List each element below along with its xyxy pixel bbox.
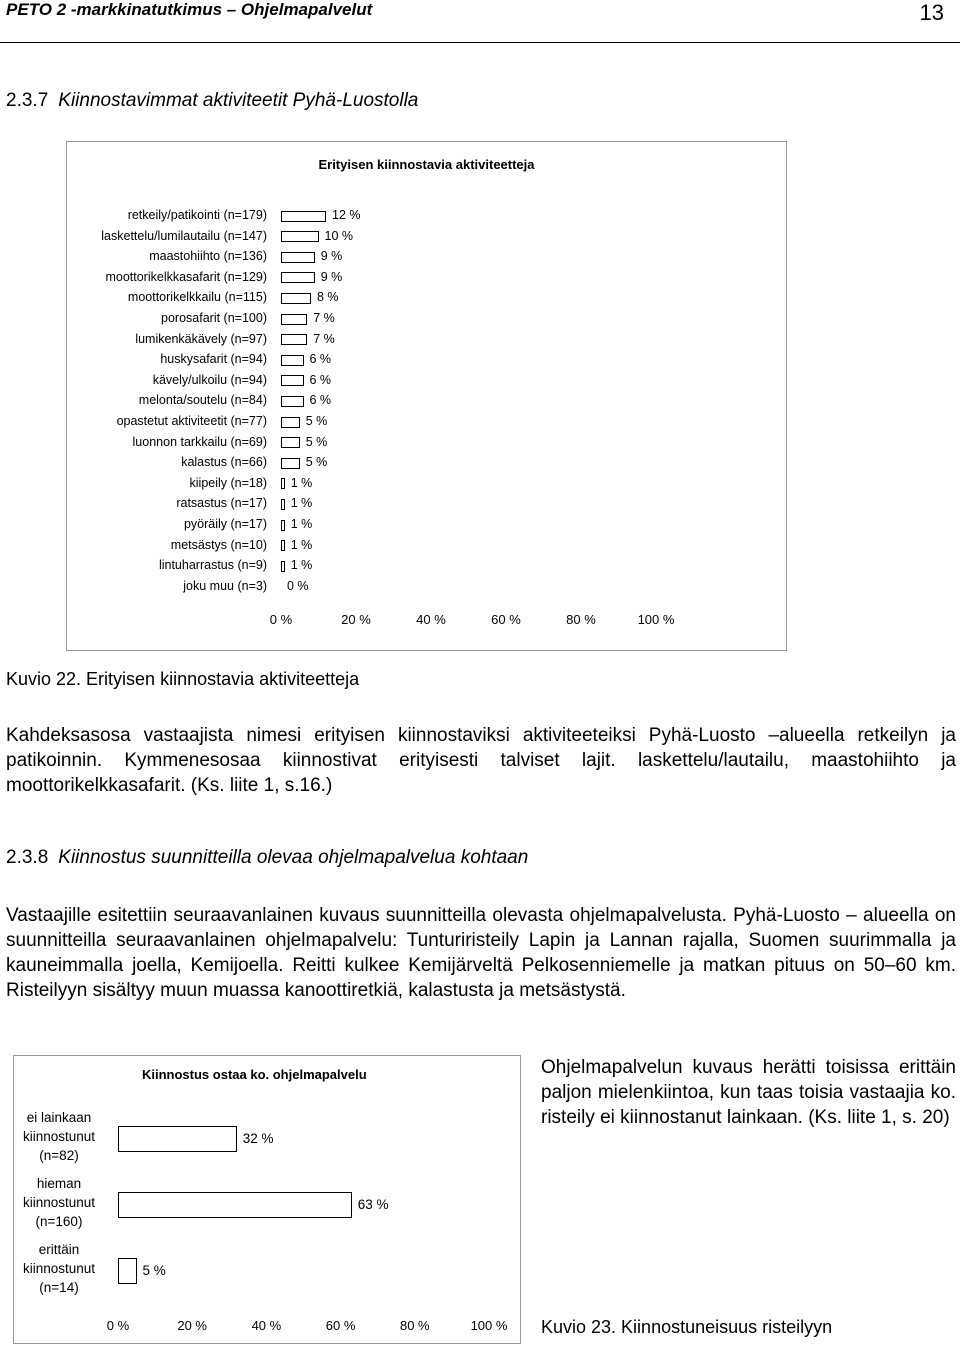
category-label: joku muu (n=3): [183, 578, 267, 593]
category-label: porosafarit (n=100): [161, 311, 267, 325]
bar: [281, 478, 285, 489]
chart-title: Kiinnostus ostaa ko. ohjelmapalvelu: [142, 1067, 367, 1082]
category-label: ei lainkaan: [26, 1110, 92, 1125]
bar: [281, 314, 307, 325]
section-number: 2.3.8: [6, 847, 49, 868]
category-label: kiinnostunut: [22, 1129, 96, 1144]
bar: [118, 1258, 137, 1284]
section-title: Kiinnostus suunnitteilla olevaa ohjelmapalvelua kohtaan: [58, 847, 529, 868]
bar: [281, 334, 307, 345]
category-label: maastohiihto (n=136): [149, 249, 267, 264]
chart-title: Erityisen kiinnostavia aktiviteetteja: [318, 157, 535, 172]
x-tick-label: 100 %: [637, 612, 675, 627]
category-label: metsästys (n=10): [170, 537, 267, 552]
value-label: 9 %: [320, 249, 343, 264]
category-label: lumikenkäkävely (n=97): [135, 331, 267, 346]
category-label: laskettelu/lumilautailu (n=147): [101, 228, 267, 243]
category-label: moottorikelkkailu (n=115): [127, 290, 267, 305]
value-label: 1 %: [290, 475, 313, 490]
section-heading-2-3-8: [6, 847, 528, 869]
value-label: 9 %: [320, 269, 343, 284]
section-heading-2-3-7: [6, 90, 418, 112]
value-label: 5 %: [142, 1263, 166, 1278]
bar: [281, 355, 304, 366]
category-label: erittäin: [38, 1242, 80, 1257]
header-divider: [0, 42, 960, 43]
figure-22-caption: Kuvio 22. Erityisen kiinnostavia aktiviteetteja: [6, 669, 360, 689]
value-label: 7 %: [313, 311, 335, 325]
bar: [281, 272, 315, 283]
value-label: 7 %: [313, 331, 335, 346]
value-label: 10 %: [324, 228, 353, 243]
x-tick-label: 40 %: [416, 612, 446, 627]
value-label: 6 %: [309, 372, 332, 387]
x-tick-label: 0 %: [269, 612, 293, 627]
value-label: 32 %: [242, 1131, 274, 1146]
category-label: (n=14): [39, 1280, 79, 1295]
value-label: 1 %: [290, 558, 313, 573]
value-label: 1 %: [290, 496, 313, 511]
x-tick-label: 80 %: [566, 612, 596, 627]
category-label: kiipeily (n=18): [189, 475, 267, 490]
category-label: melonta/soutelu (n=84): [138, 393, 267, 408]
side-text-cruise: Ohjelmapalvelun kuvaus herätti toisissa erittäin paljon mielenkiintoa, kun taas toisia vastaajia ko. risteily ei kiinnostanut lainkaan. (Ks. liite 1, s. 20): [541, 1057, 956, 1128]
category-label: (n=82): [39, 1148, 79, 1163]
paragraph-cruise-description: Vastaajille esitettiin seuraavanlainen kuvaus suunnitteilla olevasta ohjelmapalvelusta. Pyhä-Luosto – alueella on suunnitteilla seuraavanlainen ohjelmapalvelu: Tunturiristeily Lapin ja Lannan rajalla, Suomen suurimmalla ja kauneimmalla joella, Kemijoella. Reitti kulkee Kemijärveltä Pelkosenniemelle ja matkan pituus on 50–60 km. Risteilyyn sisältyy muun muassa kanoottiretkiä, kalastusta ja metsästystä.: [6, 905, 956, 1001]
bar: [118, 1126, 237, 1152]
bar: [281, 231, 319, 242]
bar: [281, 375, 304, 386]
chart-cruise-interest: [13, 1055, 521, 1344]
value-label: 6 %: [309, 393, 332, 408]
bar: [281, 211, 326, 222]
bar: [281, 540, 285, 551]
document-header-title: PETO 2 -markkinatutkimus – Ohjelmapalvelut: [6, 0, 373, 19]
category-label: lintuharrastus (n=9): [158, 558, 267, 573]
x-tick-label: 60 %: [491, 612, 521, 627]
category-label: opastetut aktiviteetit (n=77): [116, 414, 267, 428]
section-number: 2.3.7: [6, 90, 49, 111]
category-label: moottorikelkkasafarit (n=129): [105, 269, 267, 284]
x-tick-label: 80 %: [399, 1318, 430, 1333]
value-label: 1 %: [290, 517, 313, 531]
category-label: kiinnostunut: [22, 1261, 96, 1276]
category-label: kiinnostunut: [22, 1195, 96, 1210]
bar: [118, 1192, 352, 1218]
section-title: Kiinnostavimmat aktiviteetit Pyhä-Luostolla: [58, 90, 419, 111]
category-label: ratsastus (n=17): [176, 496, 267, 511]
x-tick-label: 20 %: [177, 1318, 207, 1333]
bar: [281, 458, 300, 469]
value-label: 63 %: [357, 1197, 389, 1212]
bar: [281, 293, 311, 304]
page-number: 13: [919, 0, 944, 25]
category-label: luonnon tarkkailu (n=69): [132, 434, 267, 449]
value-label: 12 %: [332, 208, 361, 222]
paragraph-activities: Kahdeksasosa vastaajista nimesi erityisen kiinnostaviksi aktiviteeteiksi Pyhä-Luosto –alueella retkeilyn ja patikoinnin. Kymmenesosaa kiinnostivat erityisesti talviset lajit. laskettelu/lautailu, maastohiihto ja moottorikelkkasafarit. (Ks. liite 1, s.16.): [6, 725, 956, 796]
figure-23-caption: Kuvio 23. Kiinnostuneisuus risteilyyn: [541, 1317, 833, 1337]
category-label: retkeily/patikointi (n=179): [127, 208, 267, 222]
value-label: 8 %: [317, 290, 339, 305]
bar: [281, 417, 300, 428]
category-label: huskysafarit (n=94): [160, 352, 267, 367]
bar: [281, 499, 285, 510]
bar: [281, 437, 300, 448]
category-label: kalastus (n=66): [181, 455, 267, 470]
x-tick-label: 60 %: [325, 1318, 356, 1333]
x-tick-label: 20 %: [341, 612, 371, 627]
value-label: 0 %: [287, 578, 309, 593]
value-label: 6 %: [309, 352, 332, 367]
value-label: 5 %: [305, 455, 328, 470]
bar: [281, 252, 315, 263]
x-tick-label: 100 %: [470, 1318, 508, 1333]
bar: [281, 396, 304, 407]
category-label: hieman: [36, 1176, 82, 1191]
category-label: (n=160): [35, 1214, 83, 1229]
x-tick-label: 0 %: [106, 1318, 130, 1333]
bar: [281, 561, 285, 572]
value-label: 5 %: [305, 434, 328, 449]
value-label: 1 %: [290, 537, 313, 552]
x-tick-label: 40 %: [251, 1318, 282, 1333]
category-label: pyöräily (n=17): [183, 517, 267, 531]
value-label: 5 %: [305, 414, 328, 428]
bar: [281, 520, 285, 531]
chart-activities: [66, 141, 787, 651]
category-label: kävely/ulkoilu (n=94): [152, 372, 267, 387]
